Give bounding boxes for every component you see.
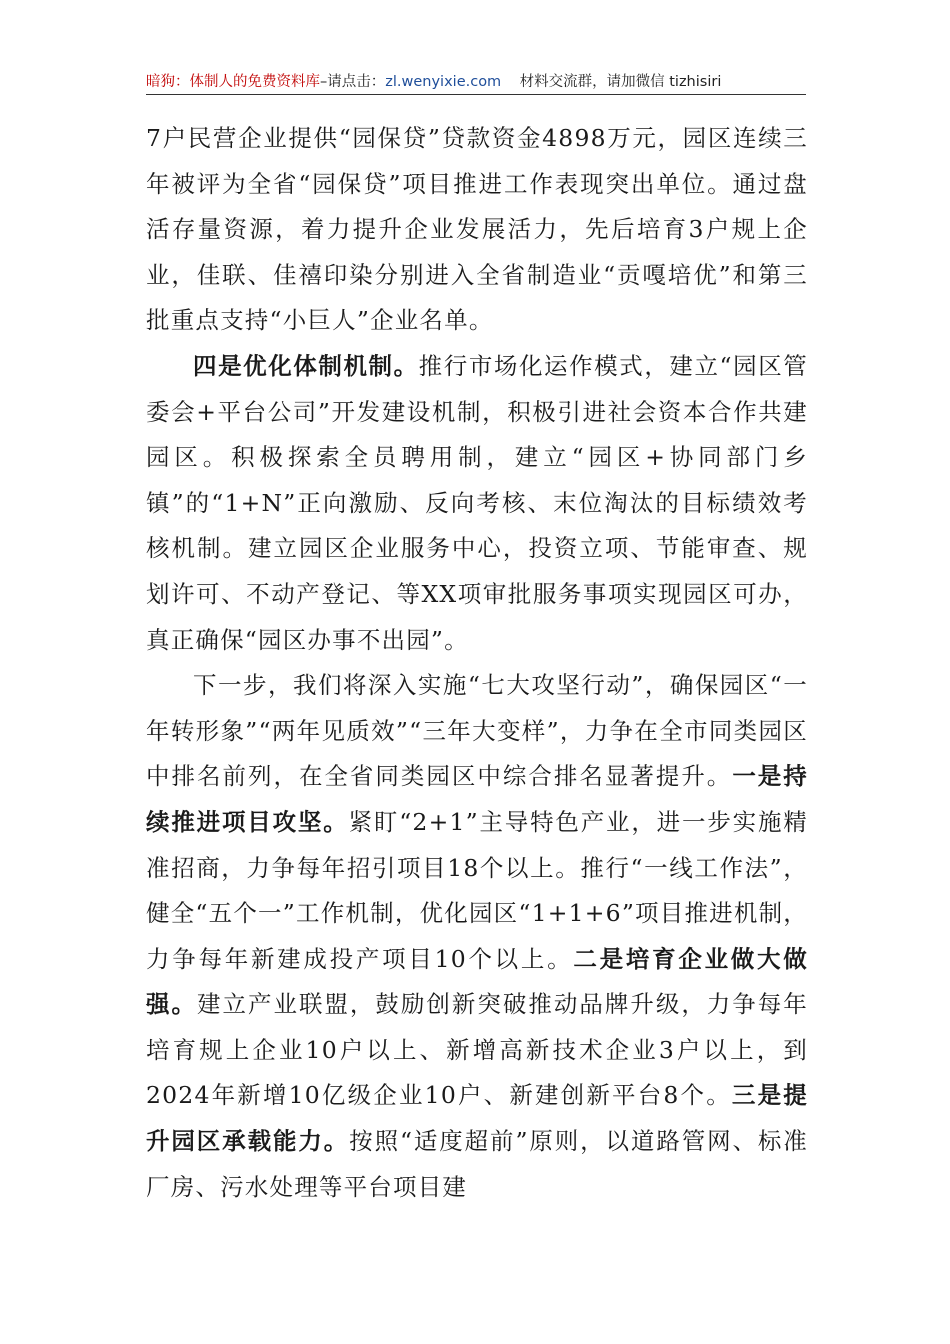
header-divider — [146, 94, 806, 95]
document-body — [146, 116, 808, 1210]
paragraph-1: 7户民营企业提供“园保贷”贷款资金4898万元，园区连续三年被评为全省“园保贷”项目推进工作表现突出单位。通过盘活存量资源，着力提升企业发展活力，先后培育3户规上企业，佳联、佳禧印染分别进入全省制造业“贡嘎培优”和第三批重点支持“小巨人”企业名单。 — [146, 124, 808, 335]
paragraph-3-intro: 下一步，我们将深入实施“七大攻坚行动”，确保园区“一年转形象”“两年见质效”“三年大变样”，力争在全市同类园区中排名前列，在全省同类园区中综合排名显著提升。 — [146, 671, 808, 791]
header-site-name: 暗狗：体制人的免费资料库 — [146, 74, 320, 90]
paragraph-3-heading-2: 二是培育企业做大做强。 — [146, 944, 808, 1019]
paragraph-3-heading-1: 一是持续推进项目攻坚。 — [146, 762, 808, 836]
paragraph-2-heading: 四是优化体制机制。 — [193, 351, 419, 380]
paragraph-3-text-3: 按照“适度超前”原则，以道路管网、标准厂房、污水处理等平台项目建 — [146, 1127, 809, 1201]
header-click-prompt: –请点击： — [320, 74, 386, 90]
page-header — [146, 70, 806, 94]
paragraph-2-text: 推行市场化运作模式，建立“园区管委会+平台公司”开发建设机制，积极引进社会资本合作共建园区。积极探索全员聘用制，建立“园区+协同部门乡镇”的“1+N”正向激励、反向考核、末位淘汰的目标绩效考核机制。建立园区企业服务中心，投资立项、节能审查、规划许可、不动产登记、等XX项审批服务事项实现园区可办，真正确保“园区办事不出园”。 — [146, 351, 808, 654]
paragraph-3-text-2: 建立产业联盟，鼓励创新突破推动品牌升级，力争每年培育规上企业10户以上、新增高新技术企业3户以上，到2024年新增10亿级企业10户、新建创新平台8个。 — [146, 990, 808, 1110]
paragraph-3-text-1: 紧盯“2+1”主导特色产业，进一步实施精准招商，力争每年招引项目18个以上。推行“一线工作法”，健全“五个一”工作机制，优化园区“1+1+6”项目推进机制，力争每年新建成投产项目10个以上。 — [146, 807, 808, 973]
paragraph-2 — [146, 344, 808, 663]
paragraph-3 — [146, 663, 808, 1210]
header-link[interactable]: zl.wenyixie.com — [385, 74, 502, 90]
header-wechat-note: 材料交流群，请加微信 tizhisiri — [519, 74, 722, 90]
paragraph-3-heading-3: 三是提升园区承载能力。 — [146, 1081, 808, 1156]
